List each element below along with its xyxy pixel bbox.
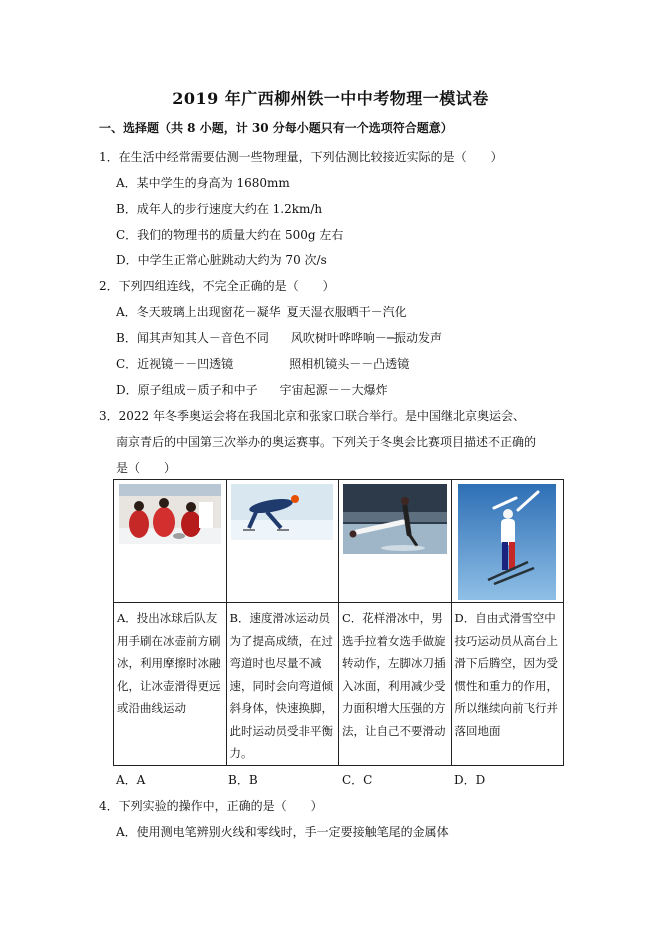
question-2-stem: 2．下列四组连线，不完全正确的是（ ）: [99, 279, 335, 293]
image-cell-d: [451, 480, 564, 603]
speed-skating-photo: [231, 484, 333, 540]
option-d-left: D．原子组成－质子和中子: [116, 383, 258, 397]
question-2-option-a: [116, 303, 407, 320]
option-b-right: 风吹树叶哗哗响－─振动发声: [290, 331, 443, 345]
aerial-skiing-photo: [458, 484, 556, 600]
option-a-left: A．冬天玻璃上出现窗花－凝华: [116, 305, 281, 319]
question-1-stem: 1．在生活中经常需要估测一些物理量，下列估测比较接近实际的是（ ）: [99, 150, 503, 164]
text-cell-c: C．花样滑冰中，男选手拉着女选手做旋转动作，左脚冰刀插入冰面，利用减少受力面积增大压强的方法，让自己不要滑动: [339, 603, 452, 766]
question-1-option-b: B．成年人的步行速度大约在 1.2km/h: [116, 202, 323, 216]
question-4-option-a: A．使用测电笔辨别火线和零线时，手一定要接触笔尾的金属体: [116, 825, 449, 839]
text-cell-d: D．自由式滑雪空中技巧运动员从高台上滑下后腾空，因为受惯性和重力的作用，所以继续向前飞行并落回地面: [451, 603, 564, 766]
question-3-stem-line-1: 3．2022 年冬季奥运会将在我国北京和张家口联合举行。是中国继北京奥运会、: [99, 409, 525, 423]
option-c-right: 照相机镜头－－凸透镜: [289, 357, 410, 371]
option-c-left: C．近视镜－－凹透镜: [116, 357, 234, 371]
question-1-option-c: C．我们的物理书的质量大约在 500g 左右: [116, 228, 344, 242]
question-1-option-a: A．某中学生的身高为 1680mm: [116, 176, 290, 190]
image-cell-a: [114, 480, 227, 603]
question-2-option-d: [116, 381, 388, 398]
figure-skating-photo: [343, 484, 447, 554]
option-b-left: B．闻其声知其人－音色不同: [116, 331, 269, 345]
answer-a: A．A: [116, 773, 146, 787]
question-1-option-d: D．中学生正常心脏跳动大约为 70 次/s: [116, 253, 327, 267]
option-d-right: 宇宙起源－－大爆炸: [279, 383, 388, 397]
question-2-option-c: [116, 355, 409, 372]
text-cell-a: A．投出冰球后队友用手刷在冰壶前方刷冰，利用摩擦时冰融化，让冰壶滑得更远或沿曲线运动: [114, 603, 227, 766]
text-cell-b: B．速度滑冰运动员为了提高成绩，在过弯道时也尽量不减速，同时会向弯道倾斜身体，快速换脚，此时运动员受非平衡力。: [226, 603, 339, 766]
page-title: 2019 年广西柳州铁一中中考物理一模试卷: [172, 89, 489, 108]
curling-photo: [119, 484, 221, 544]
image-cell-c: [339, 480, 452, 603]
question-4-stem: 4．下列实验的操作中，正确的是（ ）: [99, 799, 323, 813]
sports-table: [113, 479, 564, 766]
question-3-stem-line-2: 南京青后的中国第三次举办的奥运赛事。下列关于冬奥会比赛项目描述不正确的: [116, 435, 537, 449]
answer-d: D．D: [454, 773, 486, 787]
question-3-stem-line-3: 是（ ）: [116, 461, 177, 475]
answer-b: B．B: [228, 773, 258, 787]
answer-c: C．C: [342, 773, 373, 787]
question-2-option-b: [116, 329, 442, 346]
option-a-right: 夏天湿衣服晒干－汽化: [286, 305, 407, 319]
image-cell-b: [226, 480, 339, 603]
section-heading: 一、选择题（共 8 小题，计 30 分每小题只有一个选项符合题意）: [99, 121, 453, 135]
